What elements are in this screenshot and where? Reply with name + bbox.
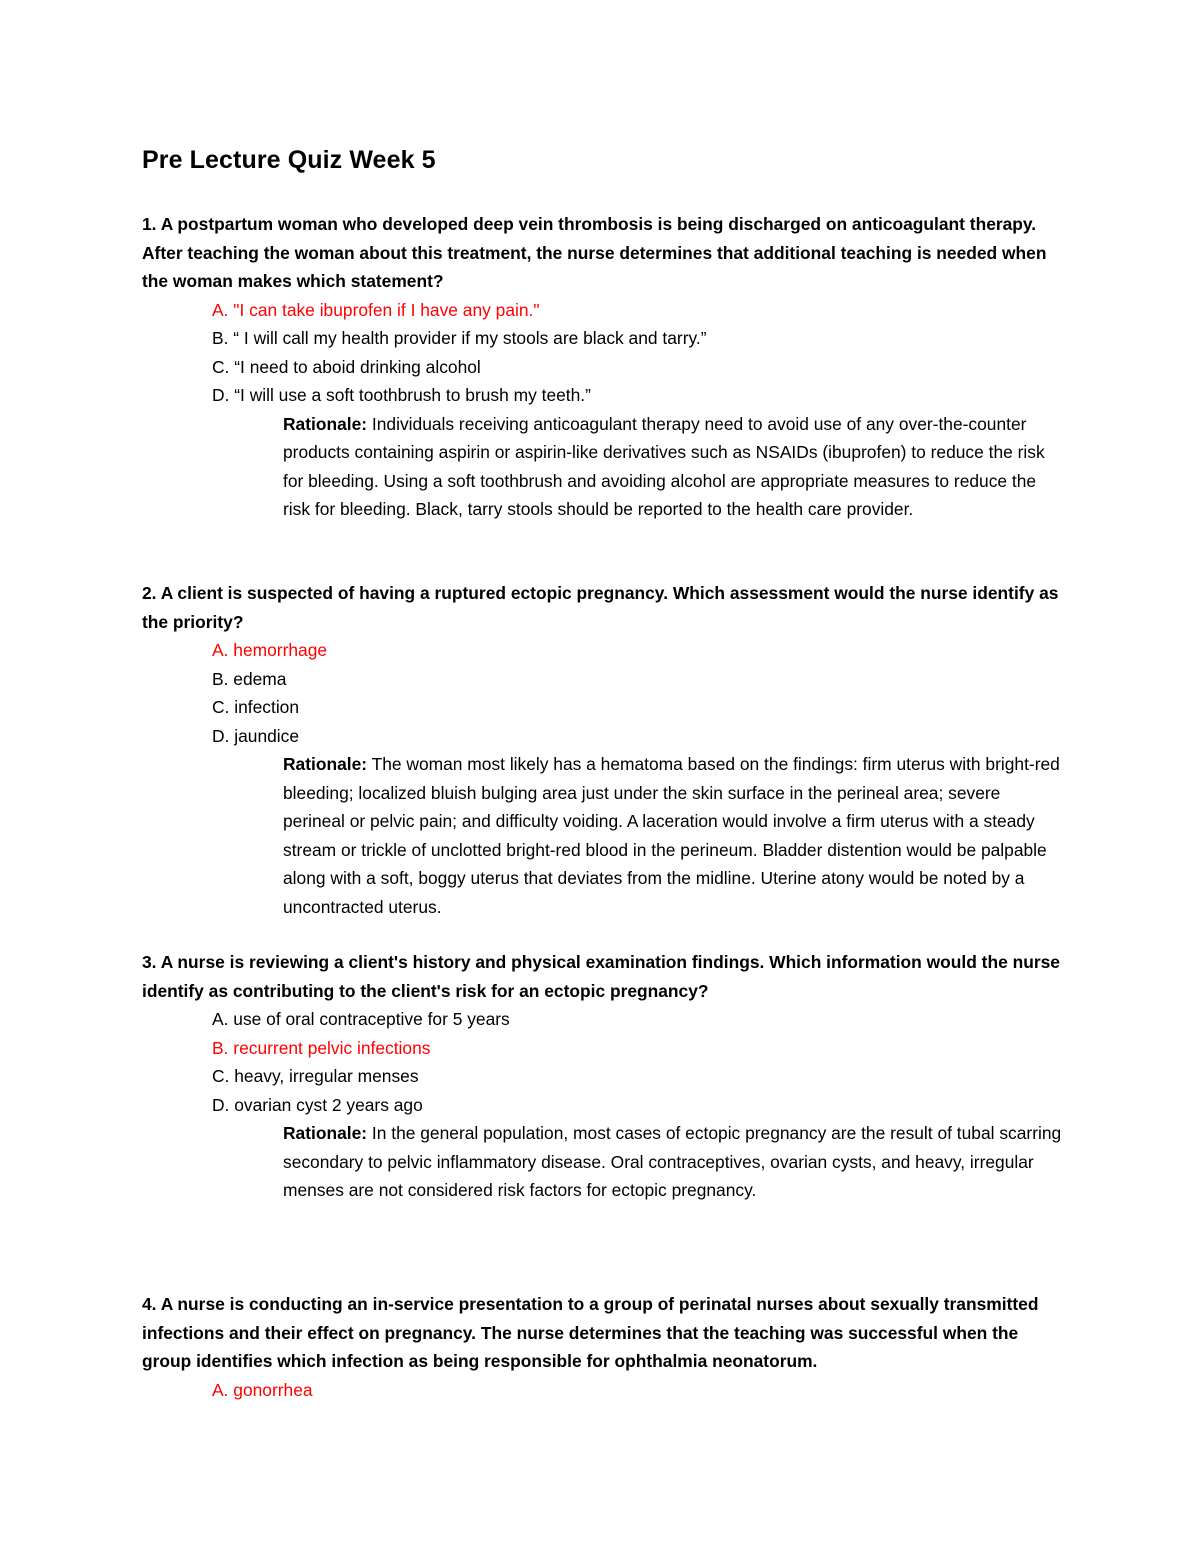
option-d (212, 381, 1062, 410)
option-a-correct (212, 296, 1062, 325)
option-letter: A. (212, 299, 229, 320)
option-letter: D. (212, 1094, 230, 1115)
question-stem: 2. A client is suspected of having a ruptured ectopic pregnancy. Which assessment would the nurse identify as the priority? (142, 583, 1059, 632)
question-stem: 4. A nurse is conducting an in-service presentation to a group of perinatal nurses about sexually transmitted infections and their effect on pregnancy. The nurse determines that the teaching was successful when the group identifies which infection as being responsible for ophthalmia neonatorum. (142, 1294, 1039, 1371)
option-letter: A. (212, 640, 229, 660)
option-letter: C. (212, 1066, 230, 1086)
option-text: “ I will call my health provider if my stools are black and tarry.” (233, 328, 707, 348)
rationale (283, 410, 1063, 524)
option-letter: B. (212, 1037, 229, 1058)
option-letter: B. (212, 328, 229, 348)
option-letter: C. (212, 697, 230, 717)
question-1 (142, 210, 1062, 524)
rationale-label: Rationale: (283, 754, 368, 774)
option-a (212, 1005, 1062, 1034)
question-3 (142, 948, 1062, 1205)
option-letter: A. (212, 1009, 229, 1029)
option-text: “I need to aboid drinking alcohol (234, 356, 481, 377)
question-2 (142, 579, 1062, 921)
rationale-label: Rationale: (283, 413, 368, 434)
option-a-correct (212, 636, 1062, 665)
option-text: hemorrhage (233, 640, 328, 660)
option-letter: D. (212, 385, 230, 405)
option-text: “I will use a soft toothbrush to brush my teeth.” (234, 385, 591, 405)
option-c (212, 353, 1062, 382)
option-d (212, 722, 1062, 751)
page-title: Pre Lecture Quiz Week 5 (142, 146, 436, 174)
option-letter: D. (212, 725, 230, 746)
question-4 (142, 1290, 1062, 1404)
option-text: gonorrhea (233, 1379, 313, 1400)
option-text: recurrent pelvic infections (233, 1037, 431, 1058)
rationale (283, 1119, 1063, 1205)
option-letter: C. (212, 356, 230, 377)
rationale-label: Rationale: (283, 1123, 368, 1143)
option-text: ovarian cyst 2 years ago (234, 1094, 423, 1115)
rationale-text: Individuals receiving anticoagulant therapy need to avoid use of any over-the-counter products containing aspirin or aspirin-like derivatives such as NSAIDs (ibuprofen) to reduce the risk for bleeding. Using a soft toothbrush and avoiding alcohol are appropriate measures to reduce the risk for bleeding. Black, tarry stools should be reported to the health care provider. (283, 413, 1045, 519)
rationale-text: The woman most likely has a hematoma based on the findings: firm uterus with bright-red bleeding; localized bluish bulging area just under the skin surface in the perineal area; severe perineal or pelvic pain; and difficulty voiding. A laceration would involve a firm uterus with a steady stream or trickle of unclotted bright-red blood in the perineum. Bladder distention would be palpable along with a soft, boggy uterus that deviates from the midline. Uterine atony would be noted by a uncontracted uterus. (283, 754, 1060, 917)
option-text: infection (234, 697, 300, 717)
option-b (212, 324, 1062, 353)
question-stem: 1. A postpartum woman who developed deep vein thrombosis is being discharged on anticoagulant therapy. After teaching the woman about this treatment, the nurse determines that additional teaching is needed when the woman makes which statement? (142, 214, 1047, 291)
rationale-text: In the general population, most cases of ectopic pregnancy are the result of tubal scarring secondary to pelvic inflammatory disease. Oral contraceptives, ovarian cysts, and heavy, irregular menses are not considered risk factors for ectopic pregnancy. (283, 1123, 1062, 1200)
option-b-correct (212, 1034, 1062, 1063)
option-text: use of oral contraceptive for 5 years (233, 1009, 510, 1029)
option-text: "I can take ibuprofen if I have any pain." (233, 299, 540, 320)
option-c (212, 1062, 1062, 1091)
option-c (212, 693, 1062, 722)
option-text: edema (233, 668, 287, 689)
question-stem: 3. A nurse is reviewing a client's history and physical examination findings. Which information would the nurse identify as contributing to the client's risk for an ectopic pregnancy? (142, 952, 1060, 1001)
option-d (212, 1091, 1062, 1120)
rationale (283, 750, 1063, 921)
option-text: heavy, irregular menses (234, 1066, 419, 1086)
option-letter: A. (212, 1379, 229, 1400)
option-text: jaundice (234, 725, 300, 746)
option-a-correct (212, 1376, 1062, 1405)
option-b (212, 665, 1062, 694)
option-letter: B. (212, 668, 229, 689)
